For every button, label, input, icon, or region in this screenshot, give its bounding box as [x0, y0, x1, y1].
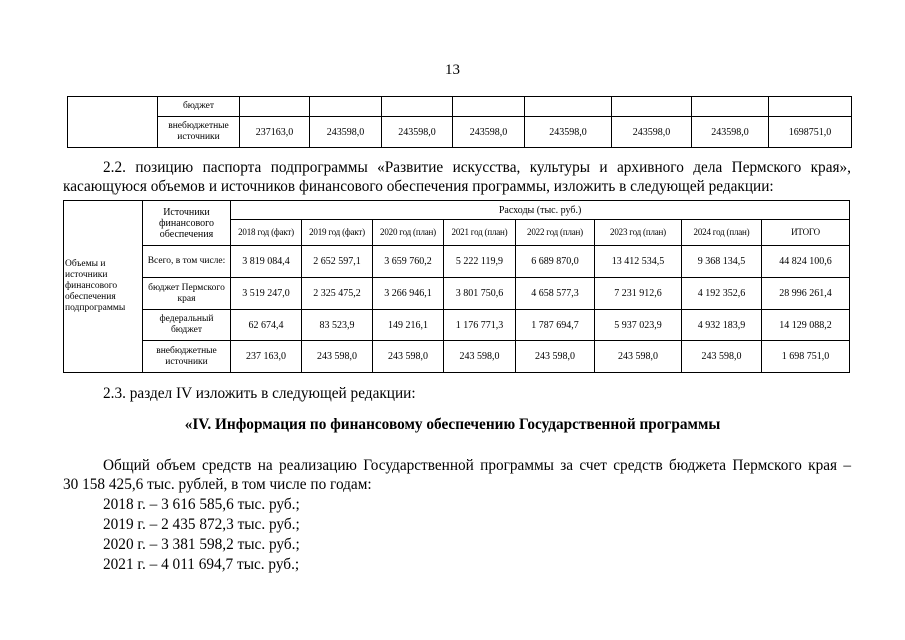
year-header: 2024 год (план)	[682, 220, 762, 246]
year-amount-line: 2020 г. – 3 381 598,2 тыс. руб.;	[103, 536, 300, 553]
paragraph-2-2	[63, 158, 851, 196]
row-label-cell: Объемы и источники финансового обеспечения подпрограммы	[64, 201, 143, 373]
value-cell: 62 674,4	[231, 310, 302, 341]
value-cell: 1 698 751,0	[762, 341, 850, 373]
value-cell: 243598,0	[612, 117, 692, 148]
total-paragraph	[63, 456, 851, 494]
empty-label-cell	[68, 97, 158, 148]
value-cell: 243598,0	[382, 117, 453, 148]
value-cell: 149 216,1	[373, 310, 444, 341]
source-cell: бюджет Пермского края	[143, 278, 231, 310]
value-cell	[525, 97, 612, 117]
value-cell: 243 598,0	[373, 341, 444, 373]
value-cell: 44 824 100,6	[762, 246, 850, 278]
value-cell: 2 325 475,2	[302, 278, 373, 310]
source-cell: внебюджетные источники	[143, 341, 231, 373]
paragraph-line: касающуюся объемов и источников финансового обеспечения программы, изложить в следующей редакции:	[63, 178, 774, 195]
table-row	[64, 341, 850, 373]
value-cell: 6 689 870,0	[516, 246, 595, 278]
table-row	[64, 310, 850, 341]
value-cell: 237 163,0	[231, 341, 302, 373]
year-amount-line: 2019 г. – 2 435 872,3 тыс. руб.;	[103, 516, 300, 533]
expenses-header: Расходы (тыс. руб.)	[231, 201, 850, 220]
page-number: 13	[445, 62, 460, 78]
value-cell: 243 598,0	[516, 341, 595, 373]
year-header: 2021 год (план)	[444, 220, 516, 246]
value-cell: 2 652 597,1	[302, 246, 373, 278]
value-cell: 3 801 750,6	[444, 278, 516, 310]
year-amount-line: 2021 г. – 4 011 694,7 тыс. руб.;	[103, 556, 300, 573]
value-cell: 3 819 084,4	[231, 246, 302, 278]
value-cell: 1 787 694,7	[516, 310, 595, 341]
value-cell	[453, 97, 525, 117]
paragraph-2-3: 2.3. раздел IV изложить в следующей редакции:	[103, 385, 416, 402]
value-cell	[692, 97, 769, 117]
value-cell: 9 368 134,5	[682, 246, 762, 278]
value-cell	[240, 97, 310, 117]
value-cell	[612, 97, 692, 117]
value-cell: 83 523,9	[302, 310, 373, 341]
value-cell: 1698751,0	[769, 117, 852, 148]
sources-header: Источники финансового обеспечения	[143, 201, 231, 246]
value-cell: 1 176 771,3	[444, 310, 516, 341]
value-cell: 243 598,0	[682, 341, 762, 373]
year-amount-line: 2018 г. – 3 616 585,6 тыс. руб.;	[103, 496, 300, 513]
value-cell: 7 231 912,6	[595, 278, 682, 310]
value-cell: 4 658 577,3	[516, 278, 595, 310]
value-cell: 243598,0	[692, 117, 769, 148]
total-header: ИТОГО	[762, 220, 850, 246]
funding-table	[63, 200, 850, 373]
value-cell: 243 598,0	[595, 341, 682, 373]
paragraph-line: Общий объем средств на реализацию Государственной программы за счет средств бюджета Пермского края –	[103, 457, 851, 474]
source-cell: бюджет	[158, 97, 240, 117]
value-cell: 3 659 760,2	[373, 246, 444, 278]
table-row	[64, 246, 850, 278]
value-cell: 243 598,0	[444, 341, 516, 373]
value-cell	[310, 97, 382, 117]
value-cell	[382, 97, 453, 117]
value-cell: 3 519 247,0	[231, 278, 302, 310]
value-cell: 14 129 088,2	[762, 310, 850, 341]
value-cell: 13 412 534,5	[595, 246, 682, 278]
source-cell: Всего, в том числе:	[143, 246, 231, 278]
year-header: 2020 год (план)	[373, 220, 444, 246]
value-cell: 243598,0	[453, 117, 525, 148]
header-row	[64, 201, 850, 220]
paragraph-line: 2.2. позицию паспорта подпрограммы «Развитие искусства, культуры и архивного дела Пермского края»,	[103, 159, 851, 176]
value-cell: 3 266 946,1	[373, 278, 444, 310]
value-cell: 237163,0	[240, 117, 310, 148]
value-cell	[769, 97, 852, 117]
value-cell: 5 222 119,9	[444, 246, 516, 278]
table-row	[68, 117, 852, 148]
value-cell: 243598,0	[310, 117, 382, 148]
value-cell: 4 192 352,6	[682, 278, 762, 310]
table-row	[68, 97, 852, 117]
value-cell: 243598,0	[525, 117, 612, 148]
year-header: 2018 год (факт)	[231, 220, 302, 246]
value-cell: 5 937 023,9	[595, 310, 682, 341]
year-header: 2023 год (план)	[595, 220, 682, 246]
year-header: 2019 год (факт)	[302, 220, 373, 246]
value-cell: 4 932 183,9	[682, 310, 762, 341]
source-cell: внебюджетные источники	[158, 117, 240, 148]
continuation-table	[67, 96, 852, 148]
value-cell: 243 598,0	[302, 341, 373, 373]
source-cell: федеральный бюджет	[143, 310, 231, 341]
year-header: 2022 год (план)	[516, 220, 595, 246]
table-row	[64, 278, 850, 310]
paragraph-line: 30 158 425,6 тыс. рублей, в том числе по годам:	[63, 476, 372, 493]
value-cell: 28 996 261,4	[762, 278, 850, 310]
section-heading: «IV. Информация по финансовому обеспечению Государственной программы	[184, 416, 721, 433]
